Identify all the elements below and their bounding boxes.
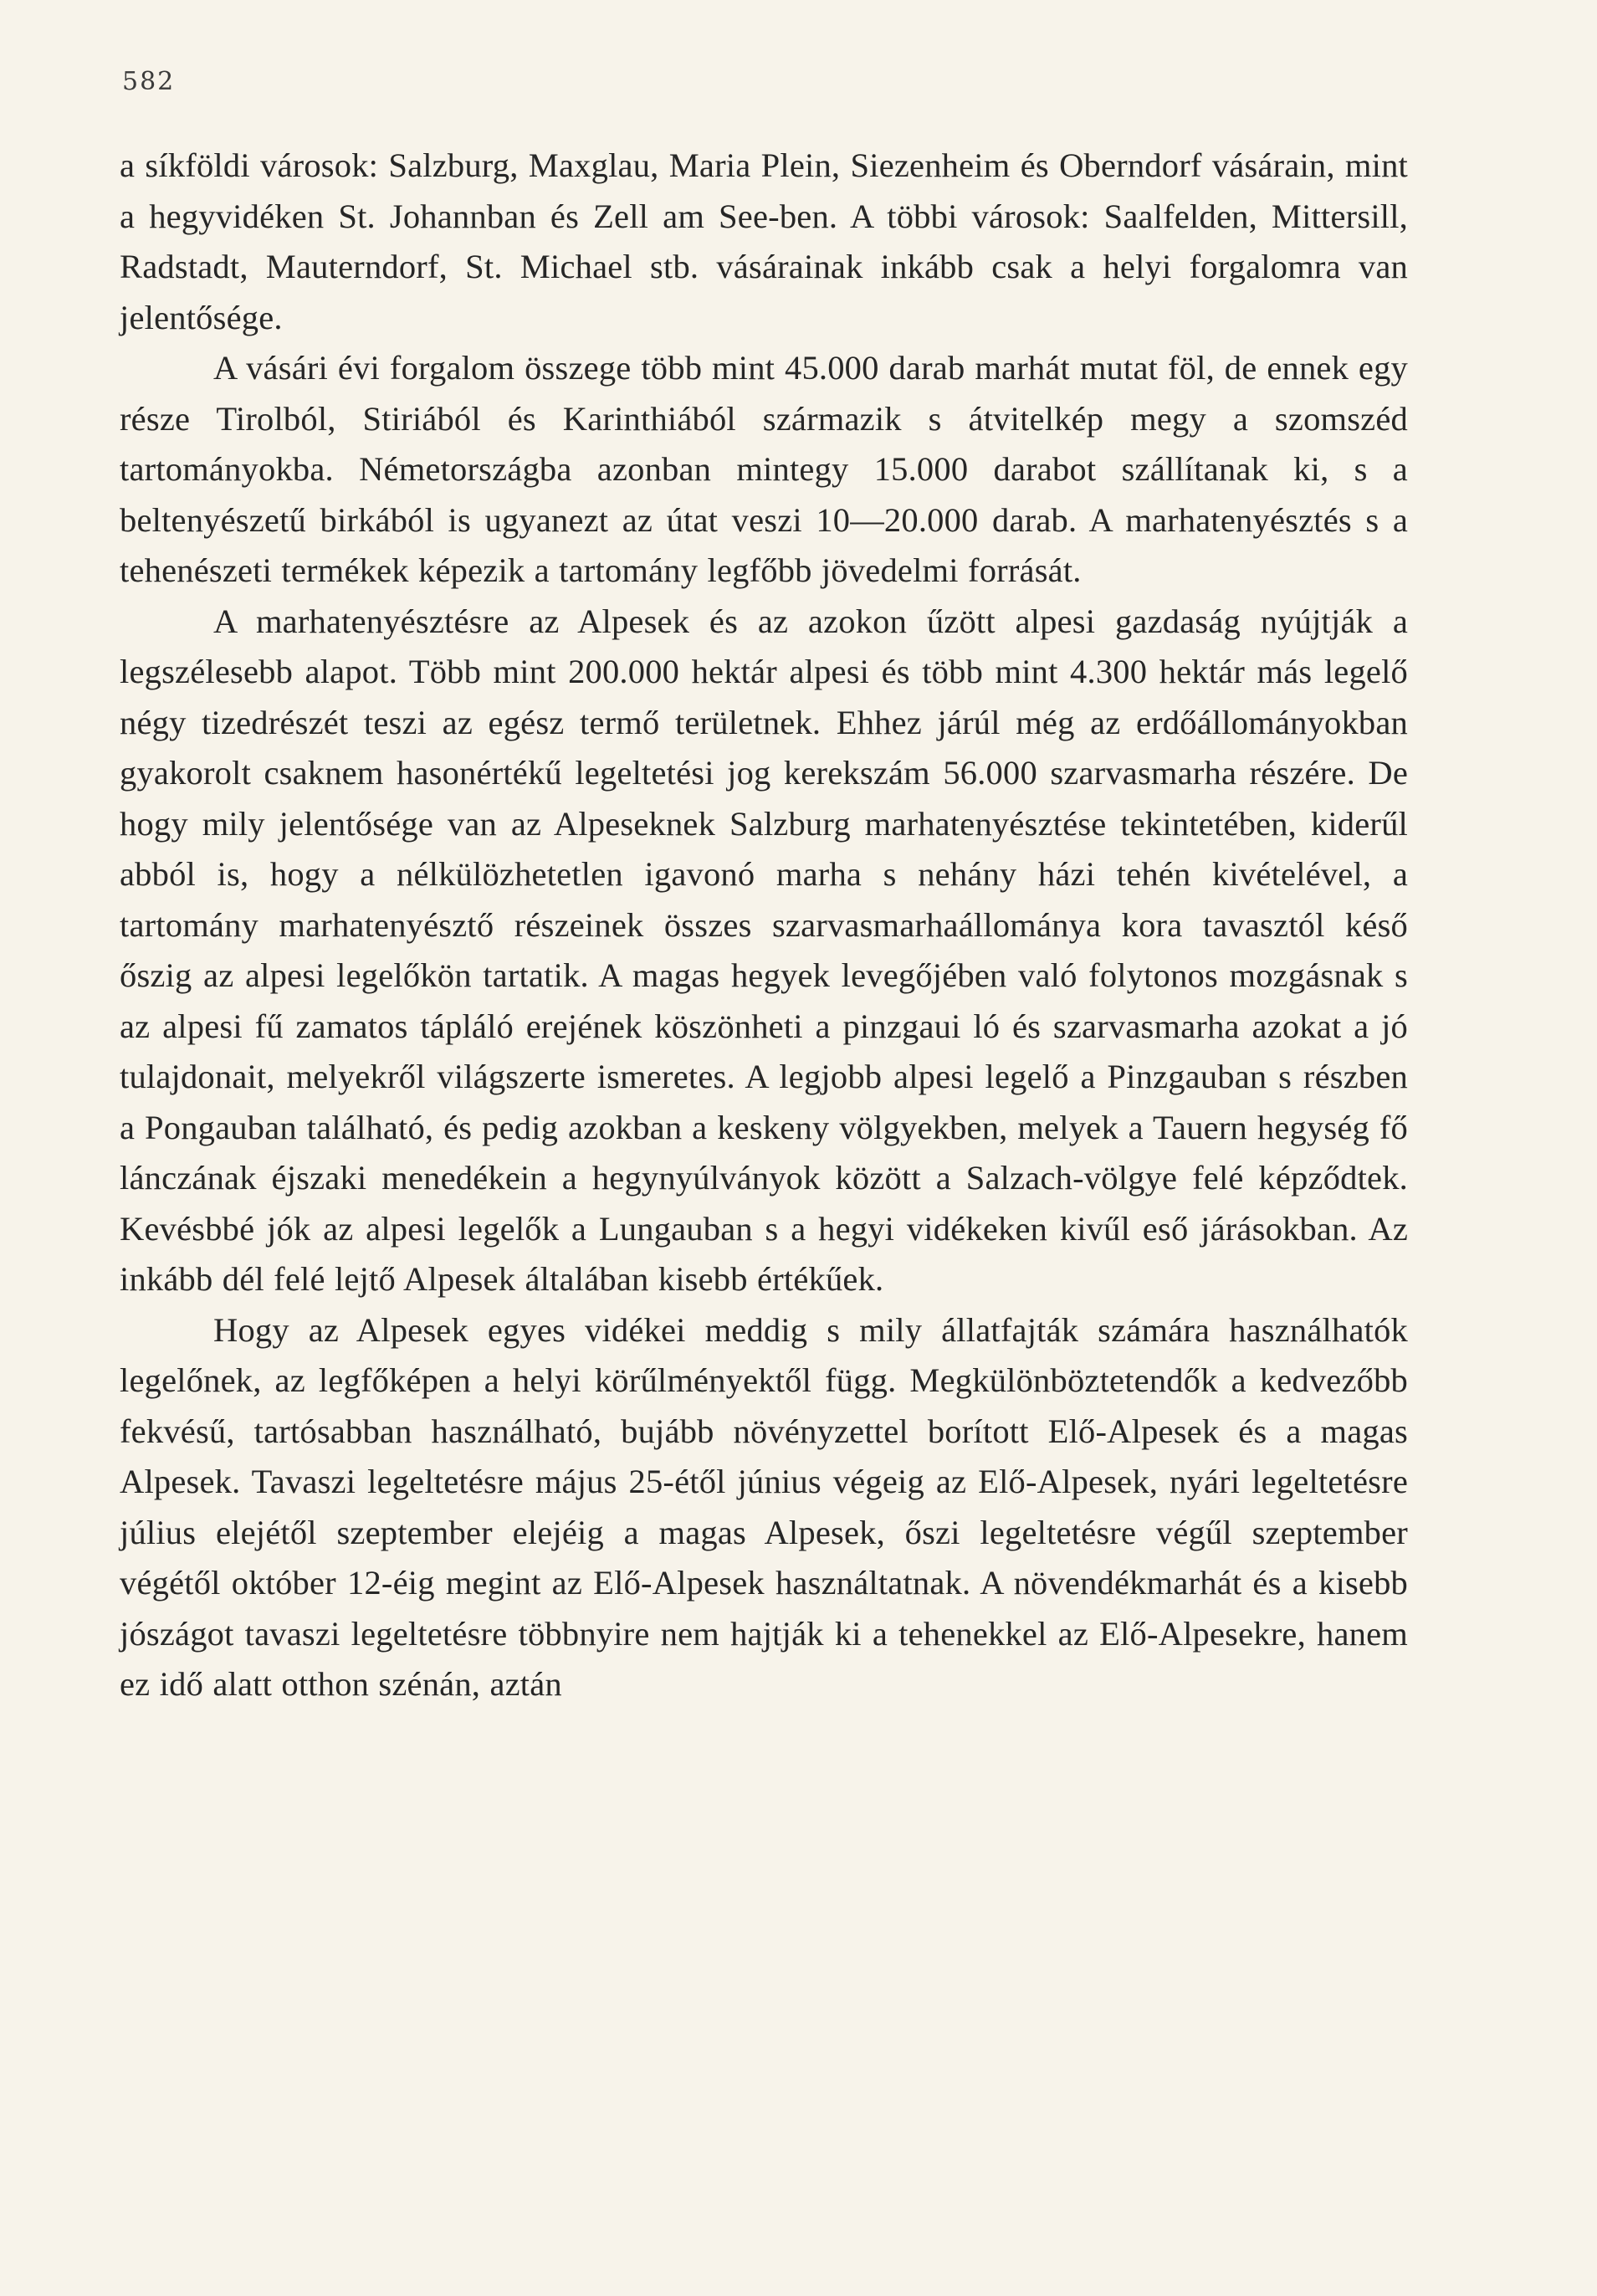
paragraph: Hogy az Alpesek egyes vidékei meddig s mily állatfajták számára használhatók legelőnek, az legfőképen a helyi körűlményektől függ. Megkülönböztetendők a kedvezőbb fekvésű, tartósabban használható, bujább növényzettel borított Elő-Alpesek és a magas Alpesek. Tavaszi legeltetésre május 25-étől június végeig az Elő-Alpesek, nyári legeltetésre július elejétől szeptember elejéig a magas Alpesek, őszi legeltetésre végűl szeptember végétől október 12-éig megint az Elő-Alpesek használtatnak. A növendékmarhát és a kisebb jószágot tavaszi legeltetésre többnyire nem hajtják ki a tehenekkel az Elő-Alpesekre, hanem ez idő alatt otthon szénán, aztán	[120, 1310, 1408, 1703]
paragraph: A vásári évi forgalom összege több mint 45.000 darab marhát mutat föl, de ennek egy része Tirolból, Stiriából és Karinthiából származik s átvitelkép megy a szomszéd tartományokba. Németországba azonban mintegy 15.000 darabot szállítanak ki, s a beltenyészetű birkából is ugyanezt az útat veszi 10—20.000 darab. A marhatenyésztés s a tehenészeti termékek képezik a tartomány legfőbb jövedelmi forrását.	[120, 349, 1408, 589]
page-number: 582	[122, 67, 176, 96]
paragraph: A marhatenyésztésre az Alpesek és az azokon űzött alpesi gazdaság nyújtják a legszélesebb alapot. Több mint 200.000 hektár alpesi és több mint 4.300 hektár más legelő négy tizedrészét teszi az egész termő területnek. Ehhez járúl még az erdőállományokban gyakorolt csaknem hasonértékű legeltetési jog kerekszám 56.000 szarvasmarha részére. De hogy mily jelentősége van az Alpeseknek Salzburg marhatenyésztése tekintetében, kiderűl abból is, hogy a nélkülözhetetlen igavonó marha s nehány házi tehén kivételével, a tartomány marhatenyésztő részeinek összes szarvasmarhaállománya kora tavasztól késő őszig az alpesi legelőkön tartatik. A magas hegyek levegőjében való folytonos mozgásnak s az alpesi fű zamatos tápláló erejének köszönheti a pinzgaui ló és szarvasmarha azokat a jó tulajdonait, melyekről világszerte ismeretes. A legjobb alpesi legelő a Pinzgauban s részben a Pongauban található, és pedig azokban a keskeny völgyekben, melyek a Tauern hegység fő lánczának éjszaki menedékein a hegynyúlványok között a Salzach-völgye felé képződtek. Kevésbbé jók az alpesi legelők a Lungauban s a hegyi vidékeken kivűl eső járásokban. Az inkább dél felé lejtő Alpesek általában kisebb értékűek.	[120, 602, 1408, 1298]
paragraph: a síkföldi városok: Salzburg, Maxglau, Maria Plein, Siezenheim és Oberndorf vásárain, mint a hegyvidéken St. Johannban és Zell am See-ben. A többi városok: Saalfelden, Mittersill, Radstadt, Mauterndorf, St. Michael stb. vásárainak inkább csak a helyi forgalomra van jelentősége.	[120, 146, 1408, 336]
body-text	[120, 141, 1408, 1710]
